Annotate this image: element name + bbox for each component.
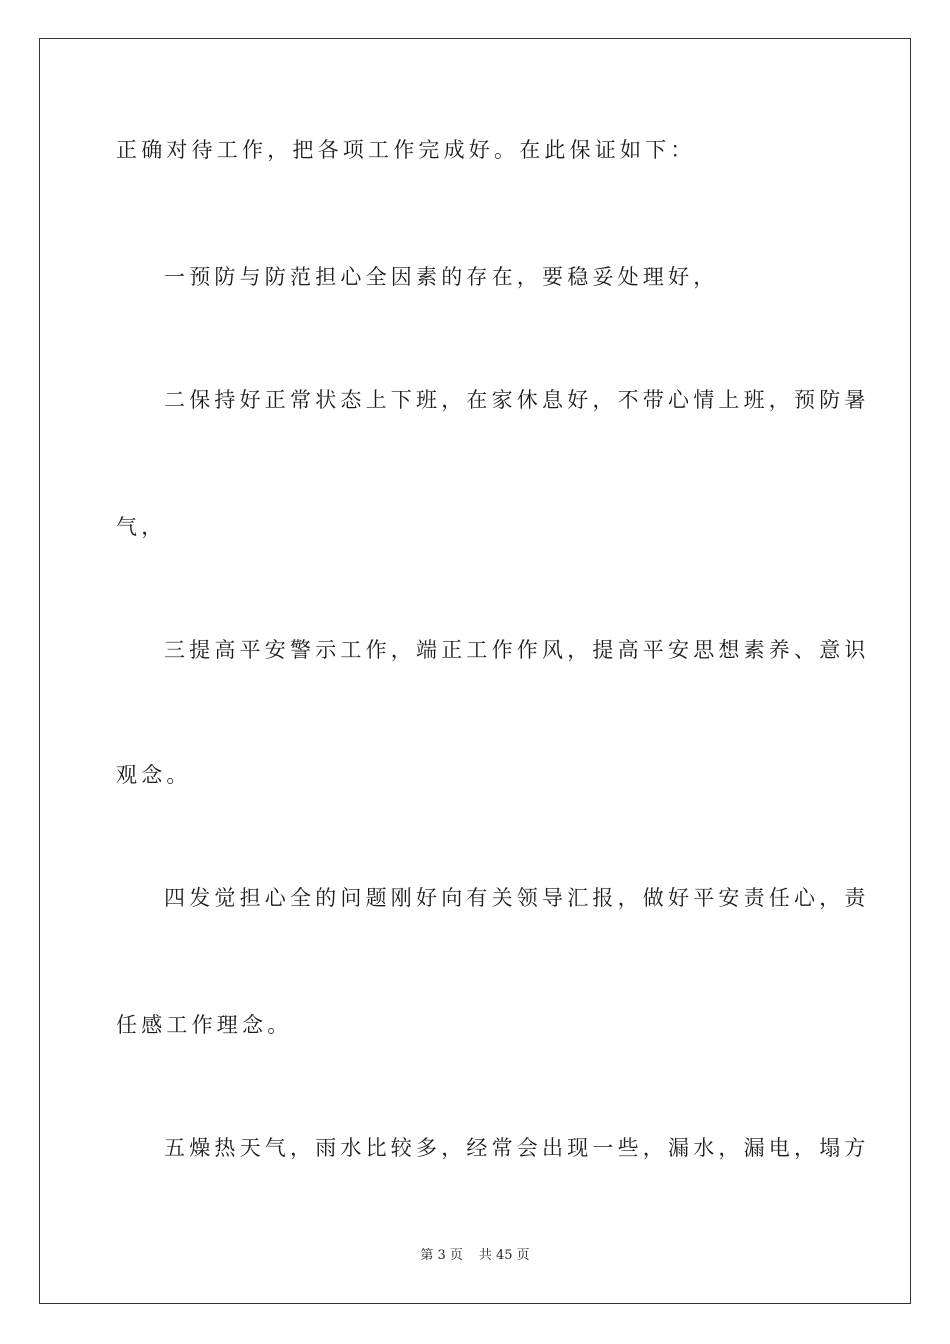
paragraph-line: 任感工作理念。 xyxy=(116,1013,293,1037)
paragraph-line: 观念。 xyxy=(116,763,192,787)
paragraph-line: 四发觉担心全的问题刚好向有关领导汇报，做好平安责任心，责 xyxy=(164,886,870,910)
paragraph-line: 三提高平安警示工作，端正工作作风，提高平安思想素养、意识 xyxy=(164,638,870,662)
paragraph-line: 正确对待工作，把各项工作完成好。在此保证如下： xyxy=(116,138,696,162)
page-footer xyxy=(0,1247,950,1265)
paragraph-line: 气， xyxy=(116,515,167,539)
page-total: 共 45 页 xyxy=(478,1248,530,1263)
paragraph-line: 一预防与防范担心全因素的存在，要稳妥处理好， xyxy=(164,265,719,289)
page-border xyxy=(39,38,911,1304)
paragraph-line: 五燥热天气，雨水比较多，经常会出现一些，漏水，漏电，塌方 xyxy=(164,1136,870,1160)
page-number: 第 3 页 xyxy=(420,1248,463,1263)
paragraph-line: 二保持好正常状态上下班，在家休息好，不带心情上班，预防暑 xyxy=(164,388,870,412)
